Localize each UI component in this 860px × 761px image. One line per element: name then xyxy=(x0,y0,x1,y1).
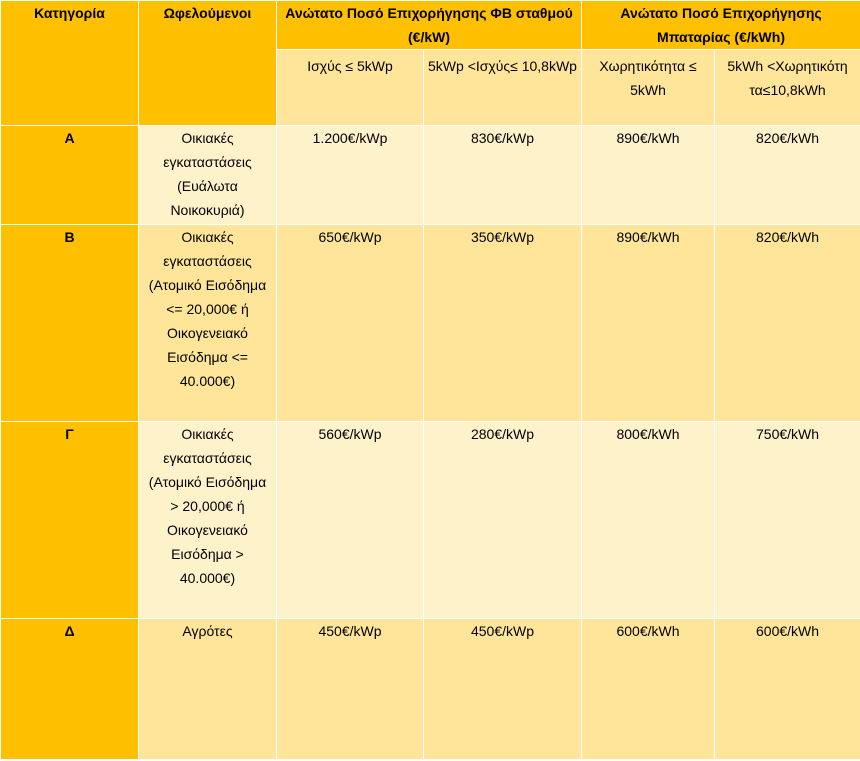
table-row xyxy=(1,619,860,760)
battery-low-cell: 800€/kWh xyxy=(582,422,715,619)
pv-high-cell: 280€/kWp xyxy=(424,422,582,619)
pv-high-cell: 450€/kWp xyxy=(424,619,582,760)
battery-low-cell: 890€/kWh xyxy=(582,225,715,422)
table-row xyxy=(1,422,860,619)
battery-high-cell: 820€/kWh xyxy=(715,225,860,422)
header-pv-max-subsidy: Ανώτατο Ποσό Επιχορήγησης ΦΒ σταθμού (€/kW) xyxy=(277,1,582,50)
subheader-pv-power-low: Ισχύς ≤ 5kWp xyxy=(277,50,424,126)
battery-low-cell: 890€/kWh xyxy=(582,126,715,225)
category-cell: Γ xyxy=(1,422,139,619)
battery-high-cell: 750€/kWh xyxy=(715,422,860,619)
beneficiaries-cell: Οικιακές εγκαταστάσεις (Ατομικό Εισόδημα > 20,000€ ή Οικογενειακό Εισόδημα > 40.000€) xyxy=(139,422,277,619)
category-cell: Δ xyxy=(1,619,139,760)
pv-high-cell: 350€/kWp xyxy=(424,225,582,422)
beneficiaries-cell: Αγρότες xyxy=(139,619,277,760)
beneficiaries-cell: Οικιακές εγκαταστάσεις (Ατομικό Εισόδημα <= 20,000€ ή Οικογενειακό Εισόδημα <= 40.000€) xyxy=(139,225,277,422)
pv-high-cell: 830€/kWp xyxy=(424,126,582,225)
header-category: Κατηγορία xyxy=(1,1,139,126)
category-cell: Β xyxy=(1,225,139,422)
battery-high-cell: 600€/kWh xyxy=(715,619,860,760)
subheader-battery-capacity-high: 5kWh <Χωρητικότητα≤10,8kWh xyxy=(715,50,860,126)
pv-low-cell: 450€/kWp xyxy=(277,619,424,760)
beneficiaries-cell: Οικιακές εγκαταστάσεις (Ευάλωτα Νοικοκυριά) xyxy=(139,126,277,225)
battery-high-cell: 820€/kWh xyxy=(715,126,860,225)
battery-low-cell: 600€/kWh xyxy=(582,619,715,760)
category-cell: Α xyxy=(1,126,139,225)
header-battery-max-subsidy: Ανώτατο Ποσό Επιχορήγησης Μπαταρίας (€/kWh) xyxy=(582,1,860,50)
table-row xyxy=(1,225,860,422)
header-beneficiaries: Ωφελούμενοι xyxy=(139,1,277,126)
subheader-battery-capacity-low: Χωρητικότητα ≤ 5kWh xyxy=(582,50,715,126)
subheader-pv-power-high: 5kWp <Ισχύς≤ 10,8kWp xyxy=(424,50,582,126)
pv-low-cell: 650€/kWp xyxy=(277,225,424,422)
pv-low-cell: 560€/kWp xyxy=(277,422,424,619)
table-row xyxy=(1,126,860,225)
pv-low-cell: 1.200€/kWp xyxy=(277,126,424,225)
